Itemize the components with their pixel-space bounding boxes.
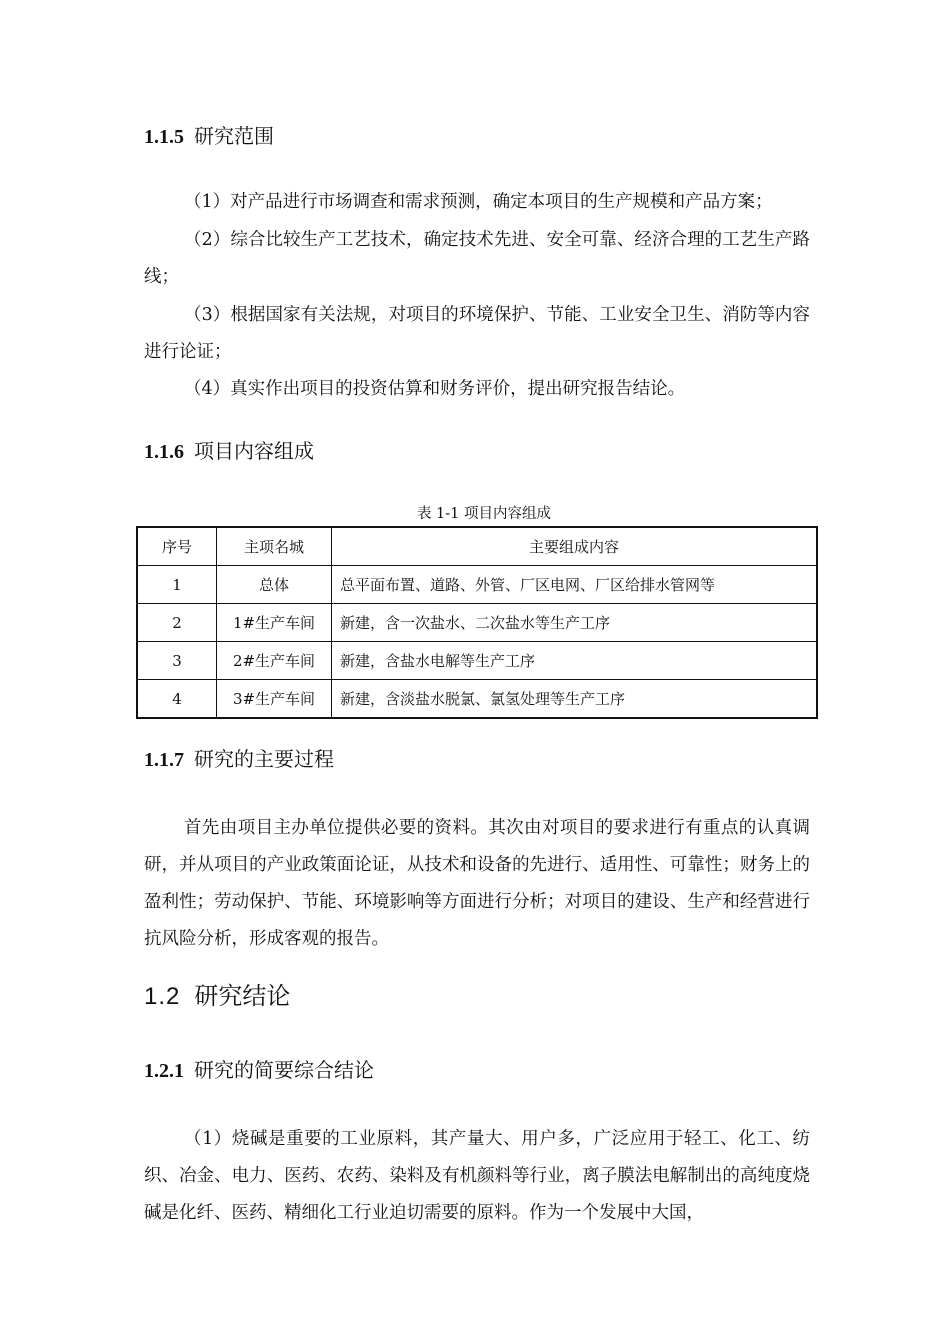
cell-content: 新建，含一次盐水、二次盐水等生产工序 — [332, 604, 818, 642]
cell-item-name: 3#生产车间 — [217, 680, 332, 719]
section-number: 1.2.1 — [144, 1060, 184, 1082]
heading-1-1-5 — [144, 121, 274, 152]
heading-1-2-1 — [144, 1055, 374, 1086]
cell-item-name: 2#生产车间 — [217, 642, 332, 680]
conclusion-paragraph: （1）烧碱是重要的工业原料，其产量大、用户多，广泛应用于轻工、化工、纺织、冶金、电力、医药、农药、染料及有机颜料等行业，离子膜法电解制出的高纯度烧碱是化纤、医药、精细化工行业迫切需要的原料。作为一个发展中大国， — [144, 1129, 810, 1223]
section-number: 1.2 — [144, 983, 181, 1010]
cell-index: 3 — [137, 642, 217, 680]
cell-item-name: 1#生产车间 — [217, 604, 332, 642]
project-composition-table — [136, 526, 818, 719]
section-number: 1.1.6 — [144, 441, 184, 463]
section-title: 研究的简要综合结论 — [194, 1058, 374, 1082]
section-title: 研究的主要过程 — [194, 747, 334, 771]
header-content: 主要组成内容 — [332, 527, 818, 566]
table-row — [137, 642, 817, 680]
cell-content: 新建，含淡盐水脱氯、氯氢处理等生产工序 — [332, 680, 818, 719]
cell-index: 4 — [137, 680, 217, 719]
heading-1-2 — [144, 979, 290, 1014]
scope-item-3: （3）根据国家有关法规，对项目的环境保护、节能、工业安全卫生、消防等内容进行论证； — [144, 305, 810, 362]
cell-content: 总平面布置、道路、外管、厂区电网、厂区给排水管网等 — [332, 566, 818, 604]
table-header-row — [137, 527, 817, 566]
section-title: 研究范围 — [194, 124, 274, 148]
section-title: 研究结论 — [194, 982, 291, 1010]
cell-index: 1 — [137, 566, 217, 604]
cell-item-name: 总体 — [217, 566, 332, 604]
cell-content: 新建，含盐水电解等生产工序 — [332, 642, 818, 680]
process-paragraph: 首先由项目主办单位提供必要的资料。其次由对项目的要求进行有重点的认真调研，并从项目的产业政策面论证，从技术和设备的先进行、适用性、可靠性；财务上的盈利性；劳动保护、节能、环境影响等方面进行分析；对项目的建设、生产和经营进行抗风险分析，形成客观的报告。 — [144, 818, 810, 949]
table-row — [137, 604, 817, 642]
section-title: 项目内容组成 — [194, 439, 314, 463]
scope-item-1: （1）对产品进行市场调查和需求预测，确定本项目的生产规模和产品方案； — [184, 192, 773, 212]
scope-item-2: （2）综合比较生产工艺技术，确定技术先进、安全可靠、经济合理的工艺生产路线； — [144, 230, 810, 287]
section-number: 1.1.5 — [144, 126, 184, 148]
table-row — [137, 566, 817, 604]
cell-index: 2 — [137, 604, 217, 642]
heading-1-1-6 — [144, 436, 314, 467]
table-row — [137, 680, 817, 719]
heading-1-1-7 — [144, 744, 334, 775]
section-number: 1.1.7 — [144, 749, 184, 771]
table-caption: 表 1-1 项目内容组成 — [416, 506, 552, 522]
scope-item-4: （4）真实作出项目的投资估算和财务评价，提出研究报告结论。 — [184, 379, 686, 399]
header-index: 序号 — [137, 527, 217, 566]
header-item-name: 主项名城 — [217, 527, 332, 566]
